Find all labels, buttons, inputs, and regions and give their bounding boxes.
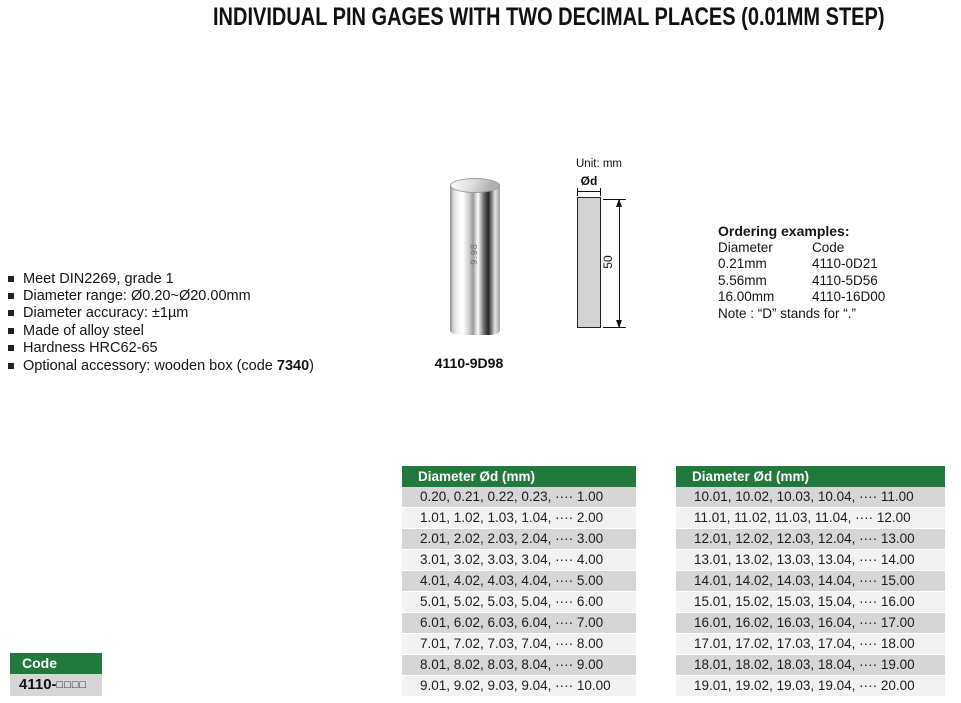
ordering-col-diameter: Diameter: [718, 239, 773, 255]
feature-text: Hardness HRC62-65: [23, 340, 158, 357]
code-box: [10, 653, 102, 696]
feature-item-optional-accessory: [8, 357, 398, 374]
page-title: INDIVIDUAL PIN GAGES WITH TWO DECIMAL PLACES (0.01MM STEP): [213, 3, 885, 31]
table-row: 11.01, 11.02, 11.03, 11.04, ···· 12.00: [676, 508, 945, 529]
feature-item: [8, 270, 398, 287]
table-row: 15.01, 15.02, 15.03, 15.04, ···· 16.00: [676, 592, 945, 613]
diameter-table-left: [402, 466, 636, 697]
feature-text: Optional accessory: wooden box (code 7340): [23, 357, 315, 374]
ordering-row: [718, 289, 928, 306]
ordering-code: 4110-5D56: [812, 272, 878, 288]
ordering-examples: [718, 223, 928, 323]
accessory-code: 7340: [276, 357, 310, 374]
table-row: 4.01, 4.02, 4.03, 4.04, ···· 5.00: [402, 571, 636, 592]
ordering-row: [718, 256, 928, 273]
ordering-diameter: 5.56mm: [718, 272, 767, 288]
bullet-icon: [8, 345, 14, 351]
feature-list: [8, 270, 398, 374]
ordering-col-code: Code: [812, 239, 845, 255]
diameter-table-right: [676, 466, 945, 697]
table-row: 0.20, 0.21, 0.22, 0.23, ···· 1.00: [402, 487, 636, 508]
feature-item: [8, 340, 398, 357]
table-header: Diameter Ød (mm): [402, 466, 636, 487]
length-dimension-label: 50: [601, 255, 615, 269]
code-prefix: 4110-: [19, 676, 57, 693]
code-box-header: Code: [10, 653, 102, 674]
extension-line: [603, 327, 626, 328]
pin-gage-photo: [450, 178, 500, 340]
table-row: 12.01, 12.02, 12.03, 12.04, ···· 13.00: [676, 529, 945, 550]
bullet-icon: [8, 363, 14, 369]
feature-item: [8, 322, 398, 339]
table-row: 5.01, 5.02, 5.03, 5.04, ···· 6.00: [402, 592, 636, 613]
table-row: 6.01, 6.02, 6.03, 6.04, ···· 7.00: [402, 613, 636, 634]
table-row: 3.01, 3.02, 3.03, 3.04, ···· 4.00: [402, 550, 636, 571]
table-row: 10.01, 10.02, 10.03, 10.04, ···· 11.00: [676, 487, 945, 508]
table-row: 17.01, 17.02, 17.03, 17.04, ···· 18.00: [676, 634, 945, 655]
table-header: Diameter Ød (mm): [676, 466, 945, 487]
extension-line: [603, 199, 626, 200]
code-placeholder-boxes: □□□□: [56, 679, 88, 691]
table-row: 2.01, 2.02, 2.03, 2.04, ···· 3.00: [402, 529, 636, 550]
bullet-icon: [8, 293, 14, 299]
ordering-diameter: 16.00mm: [718, 289, 775, 305]
table-row: 9.01, 9.02, 9.03, 9.04, ···· 10.00: [402, 676, 636, 697]
bullet-icon: [8, 310, 14, 316]
feature-item: [8, 305, 398, 322]
arrow-down-icon: [616, 320, 622, 328]
ordering-code: 4110-16D00: [812, 289, 886, 305]
table-row: 16.01, 16.02, 16.03, 16.04, ···· 17.00: [676, 613, 945, 634]
pin-engraved-marking: 9.98: [469, 243, 479, 265]
pin-top-face: [450, 178, 500, 193]
ordering-heading: Ordering examples:: [718, 223, 850, 239]
unit-label: Unit: mm: [576, 158, 622, 170]
code-box-value: [10, 674, 102, 696]
table-row: 18.01, 18.02, 18.03, 18.04, ···· 19.00: [676, 655, 945, 676]
arrow-up-icon: [616, 199, 622, 207]
diameter-dimension-label: Ød: [580, 174, 598, 188]
table-row: 14.01, 14.02, 14.03, 14.04, ···· 15.00: [676, 571, 945, 592]
feature-text: Meet DIN2269, grade 1: [23, 270, 174, 287]
product-model-label: 4110-9D98: [434, 355, 504, 371]
diameter-dimension-line: [577, 191, 601, 192]
pin-outline-drawing: [577, 197, 601, 328]
table-row: 13.01, 13.02, 13.03, 13.04, ···· 14.00: [676, 550, 945, 571]
ordering-note: Note : “D” stands for “.”: [718, 305, 857, 321]
table-row: 7.01, 7.02, 7.03, 7.04, ···· 8.00: [402, 634, 636, 655]
pin-body: [450, 185, 500, 335]
feature-text: Diameter accuracy: ±1µm: [23, 305, 189, 322]
feature-text: Made of alloy steel: [23, 322, 144, 339]
length-dimension-line: [619, 200, 620, 327]
feature-item: [8, 287, 398, 304]
ordering-code: 4110-0D21: [812, 256, 878, 272]
dimension-tick: [600, 188, 601, 196]
ordering-header-row: [718, 240, 928, 257]
table-row: 8.01, 8.02, 8.03, 8.04, ···· 9.00: [402, 655, 636, 676]
bullet-icon: [8, 276, 14, 282]
dimension-tick: [577, 188, 578, 196]
ordering-diameter: 0.21mm: [718, 256, 767, 272]
feature-text: Diameter range: Ø0.20~Ø20.00mm: [23, 288, 251, 305]
table-row: 19.01, 19.02, 19.03, 19.04, ···· 20.00: [676, 676, 945, 697]
table-row: 1.01, 1.02, 1.03, 1.04, ···· 2.00: [402, 508, 636, 529]
bullet-icon: [8, 328, 14, 334]
ordering-row: [718, 273, 928, 290]
